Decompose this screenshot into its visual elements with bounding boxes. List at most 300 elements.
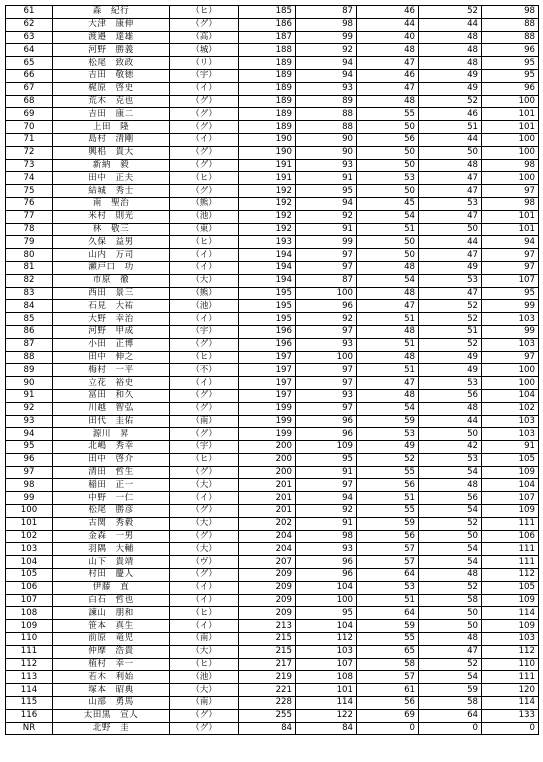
club-cell: （イ） (170, 377, 239, 390)
score-c-cell: 54 (419, 505, 482, 518)
player-name-cell: 松尾 勝彦 (53, 505, 170, 518)
total-cell: 189 (239, 95, 296, 108)
table-row (6, 466, 539, 479)
player-name-cell: 植村 幸一 (53, 658, 170, 671)
table-row (6, 492, 539, 505)
rank-cell: 62 (6, 18, 53, 31)
score-c-cell: 52 (419, 517, 482, 530)
score-a-cell: 96 (296, 300, 357, 313)
player-name-cell: 田中 正夫 (53, 172, 170, 185)
score-a-cell: 97 (296, 377, 357, 390)
rank-cell: 71 (6, 133, 53, 146)
total-cell: 221 (239, 684, 296, 697)
club-cell: （宇） (170, 69, 239, 82)
total-cell: 189 (239, 108, 296, 121)
score-d-cell: 110 (482, 658, 539, 671)
score-d-cell: 105 (482, 453, 539, 466)
score-d-cell: 109 (482, 620, 539, 633)
rank-cell: 81 (6, 261, 53, 274)
score-c-cell: 50 (419, 607, 482, 620)
score-sheet (5, 5, 539, 735)
club-cell: （大） (170, 645, 239, 658)
score-c-cell: 47 (419, 185, 482, 198)
club-cell: （ヒ） (170, 351, 239, 364)
player-name-cell: 山下 貴靖 (53, 556, 170, 569)
club-cell: （宇） (170, 441, 239, 454)
player-name-cell: 荒木 克也 (53, 95, 170, 108)
rank-cell: 102 (6, 530, 53, 543)
score-a-cell: 103 (296, 645, 357, 658)
score-a-cell: 104 (296, 620, 357, 633)
table-row (6, 325, 539, 338)
total-cell: 255 (239, 709, 296, 722)
score-b-cell: 55 (357, 505, 419, 518)
rank-cell: 80 (6, 249, 53, 262)
score-b-cell: 59 (357, 620, 419, 633)
score-b-cell: 57 (357, 543, 419, 556)
total-cell: 194 (239, 261, 296, 274)
score-d-cell: 133 (482, 709, 539, 722)
rank-cell: 90 (6, 377, 53, 390)
score-b-cell: 47 (357, 300, 419, 313)
total-cell: 194 (239, 274, 296, 287)
player-name-cell: 大野 幸治 (53, 313, 170, 326)
score-d-cell: 107 (482, 492, 539, 505)
score-a-cell: 94 (296, 197, 357, 210)
rank-cell: 95 (6, 441, 53, 454)
table-row (6, 95, 539, 108)
total-cell: 186 (239, 18, 296, 31)
score-c-cell: 50 (419, 428, 482, 441)
score-d-cell: 97 (482, 261, 539, 274)
player-name-cell: 興梠 貴大 (53, 146, 170, 159)
player-name-cell: 川越 智弘 (53, 402, 170, 415)
table-row (6, 671, 539, 684)
score-b-cell: 56 (357, 697, 419, 710)
score-a-cell: 108 (296, 671, 357, 684)
table-row (6, 82, 539, 95)
score-a-cell: 96 (296, 428, 357, 441)
table-row (6, 146, 539, 159)
score-b-cell: 69 (357, 709, 419, 722)
score-a-cell: 104 (296, 581, 357, 594)
total-cell: 191 (239, 159, 296, 172)
score-b-cell: 51 (357, 594, 419, 607)
player-name-cell: 上田 隆 (53, 121, 170, 134)
table-row (6, 645, 539, 658)
player-name-cell: 山部 勇馬 (53, 697, 170, 710)
rank-cell: 100 (6, 505, 53, 518)
score-c-cell: 54 (419, 556, 482, 569)
table-row (6, 210, 539, 223)
player-name-cell: 新納 毅 (53, 159, 170, 172)
score-b-cell: 50 (357, 236, 419, 249)
score-a-cell: 101 (296, 684, 357, 697)
rank-cell: 84 (6, 300, 53, 313)
table-row (6, 133, 539, 146)
score-b-cell: 61 (357, 684, 419, 697)
club-cell: （東） (170, 223, 239, 236)
score-d-cell: 97 (482, 185, 539, 198)
rank-cell: 70 (6, 121, 53, 134)
score-d-cell: 0 (482, 722, 539, 735)
score-d-cell: 103 (482, 415, 539, 428)
score-c-cell: 50 (419, 146, 482, 159)
rank-cell: 101 (6, 517, 53, 530)
player-name-cell: 松尾 致政 (53, 57, 170, 70)
rank-cell: 111 (6, 645, 53, 658)
player-name-cell: 若木 利始 (53, 671, 170, 684)
player-name-cell: 諫山 朋和 (53, 607, 170, 620)
rank-cell: 74 (6, 172, 53, 185)
total-cell: 201 (239, 505, 296, 518)
score-a-cell: 93 (296, 543, 357, 556)
score-a-cell: 94 (296, 57, 357, 70)
club-cell: （南） (170, 697, 239, 710)
rank-cell: 91 (6, 389, 53, 402)
score-d-cell: 101 (482, 108, 539, 121)
score-a-cell: 93 (296, 338, 357, 351)
total-cell: 195 (239, 313, 296, 326)
score-a-cell: 97 (296, 479, 357, 492)
rank-cell: 110 (6, 633, 53, 646)
club-cell: （グ） (170, 428, 239, 441)
player-name-cell: 島村 清剛 (53, 133, 170, 146)
player-name-cell: 南 聖治 (53, 197, 170, 210)
table-row (6, 505, 539, 518)
table-row (6, 159, 539, 172)
score-a-cell: 92 (296, 210, 357, 223)
score-c-cell: 53 (419, 453, 482, 466)
score-a-cell: 92 (296, 313, 357, 326)
score-b-cell: 44 (357, 18, 419, 31)
rank-cell: 97 (6, 466, 53, 479)
score-b-cell: 58 (357, 658, 419, 671)
total-cell: 200 (239, 453, 296, 466)
score-a-cell: 97 (296, 402, 357, 415)
score-a-cell: 84 (296, 722, 357, 735)
total-cell: 199 (239, 415, 296, 428)
rank-cell: 92 (6, 402, 53, 415)
club-cell: （グ） (170, 185, 239, 198)
club-cell: （イ） (170, 581, 239, 594)
score-b-cell: 59 (357, 415, 419, 428)
score-a-cell: 91 (296, 223, 357, 236)
score-d-cell: 100 (482, 377, 539, 390)
score-d-cell: 100 (482, 364, 539, 377)
score-b-cell: 45 (357, 197, 419, 210)
score-b-cell: 57 (357, 556, 419, 569)
score-d-cell: 88 (482, 18, 539, 31)
score-d-cell: 111 (482, 517, 539, 530)
score-d-cell: 98 (482, 6, 539, 19)
player-name-cell: 清田 哲生 (53, 466, 170, 479)
score-c-cell: 44 (419, 236, 482, 249)
table-row (6, 197, 539, 210)
score-c-cell: 48 (419, 159, 482, 172)
total-cell: 190 (239, 146, 296, 159)
club-cell: （池） (170, 671, 239, 684)
player-name-cell: 稲田 正一 (53, 479, 170, 492)
table-row (6, 581, 539, 594)
rank-cell: 66 (6, 69, 53, 82)
score-a-cell: 93 (296, 82, 357, 95)
total-cell: 192 (239, 223, 296, 236)
rank-cell: 67 (6, 82, 53, 95)
score-b-cell: 46 (357, 69, 419, 82)
score-d-cell: 109 (482, 505, 539, 518)
table-row (6, 18, 539, 31)
club-cell: （イ） (170, 133, 239, 146)
player-name-cell: 古関 秀毅 (53, 517, 170, 530)
score-c-cell: 49 (419, 351, 482, 364)
rank-cell: 78 (6, 223, 53, 236)
total-cell: 190 (239, 133, 296, 146)
total-cell: 209 (239, 607, 296, 620)
score-d-cell: 103 (482, 313, 539, 326)
score-b-cell: 50 (357, 185, 419, 198)
score-b-cell: 0 (357, 722, 419, 735)
club-cell: （グ） (170, 709, 239, 722)
score-c-cell: 48 (419, 633, 482, 646)
score-b-cell: 48 (357, 287, 419, 300)
score-c-cell: 58 (419, 697, 482, 710)
club-cell: （池） (170, 300, 239, 313)
rank-cell: 104 (6, 556, 53, 569)
table-row (6, 377, 539, 390)
score-c-cell: 42 (419, 441, 482, 454)
score-b-cell: 47 (357, 57, 419, 70)
score-d-cell: 109 (482, 466, 539, 479)
total-cell: 219 (239, 671, 296, 684)
table-row (6, 441, 539, 454)
rank-cell: 86 (6, 325, 53, 338)
player-name-cell: 吉田 康二 (53, 108, 170, 121)
table-row (6, 261, 539, 274)
score-a-cell: 91 (296, 517, 357, 530)
score-c-cell: 47 (419, 645, 482, 658)
score-a-cell: 96 (296, 556, 357, 569)
table-row (6, 620, 539, 633)
total-cell: 199 (239, 402, 296, 415)
score-a-cell: 91 (296, 172, 357, 185)
score-b-cell: 54 (357, 210, 419, 223)
score-d-cell: 107 (482, 274, 539, 287)
score-d-cell: 103 (482, 633, 539, 646)
club-cell: （城） (170, 44, 239, 57)
rank-cell: 82 (6, 274, 53, 287)
total-cell: 197 (239, 389, 296, 402)
player-name-cell: 河野 勝義 (53, 44, 170, 57)
score-b-cell: 47 (357, 377, 419, 390)
table-body (6, 6, 539, 735)
table-row (6, 185, 539, 198)
rank-cell: 85 (6, 313, 53, 326)
score-c-cell: 50 (419, 223, 482, 236)
score-b-cell: 40 (357, 31, 419, 44)
score-d-cell: 103 (482, 338, 539, 351)
score-c-cell: 51 (419, 325, 482, 338)
player-name-cell: 市原 徹 (53, 274, 170, 287)
score-d-cell: 100 (482, 95, 539, 108)
score-d-cell: 99 (482, 325, 539, 338)
score-d-cell: 97 (482, 351, 539, 364)
score-c-cell: 52 (419, 338, 482, 351)
club-cell: （グ） (170, 530, 239, 543)
score-b-cell: 48 (357, 261, 419, 274)
score-b-cell: 50 (357, 146, 419, 159)
player-name-cell: 笹本 真生 (53, 620, 170, 633)
score-d-cell: 103 (482, 428, 539, 441)
score-d-cell: 97 (482, 249, 539, 262)
player-name-cell: 源川 昇 (53, 428, 170, 441)
score-a-cell: 97 (296, 261, 357, 274)
score-b-cell: 52 (357, 453, 419, 466)
score-d-cell: 112 (482, 569, 539, 582)
score-b-cell: 51 (357, 364, 419, 377)
player-name-cell: 仲摩 浩貴 (53, 645, 170, 658)
rank-cell: 115 (6, 697, 53, 710)
table-row (6, 249, 539, 262)
rank-cell: 114 (6, 684, 53, 697)
score-d-cell: 104 (482, 479, 539, 492)
rank-cell: 79 (6, 236, 53, 249)
total-cell: 193 (239, 236, 296, 249)
total-cell: 202 (239, 517, 296, 530)
score-a-cell: 87 (296, 274, 357, 287)
total-cell: 209 (239, 569, 296, 582)
score-b-cell: 64 (357, 569, 419, 582)
total-cell: 192 (239, 185, 296, 198)
rank-cell: NR (6, 722, 53, 735)
club-cell: （グ） (170, 569, 239, 582)
total-cell: 215 (239, 645, 296, 658)
table-row (6, 453, 539, 466)
score-c-cell: 51 (419, 121, 482, 134)
rank-cell: 107 (6, 594, 53, 607)
score-b-cell: 55 (357, 633, 419, 646)
score-c-cell: 52 (419, 313, 482, 326)
table-row (6, 569, 539, 582)
score-b-cell: 47 (357, 82, 419, 95)
score-d-cell: 105 (482, 581, 539, 594)
rank-cell: 93 (6, 415, 53, 428)
score-d-cell: 91 (482, 441, 539, 454)
score-c-cell: 52 (419, 6, 482, 19)
score-b-cell: 48 (357, 325, 419, 338)
score-b-cell: 56 (357, 133, 419, 146)
club-cell: （イ） (170, 261, 239, 274)
score-a-cell: 98 (296, 18, 357, 31)
table-row (6, 633, 539, 646)
score-d-cell: 100 (482, 133, 539, 146)
score-a-cell: 87 (296, 6, 357, 19)
score-a-cell: 107 (296, 658, 357, 671)
player-name-cell: 田中 啓介 (53, 453, 170, 466)
club-cell: （グ） (170, 389, 239, 402)
score-c-cell: 52 (419, 658, 482, 671)
score-c-cell: 44 (419, 18, 482, 31)
score-c-cell: 52 (419, 95, 482, 108)
table-row (6, 697, 539, 710)
score-a-cell: 97 (296, 325, 357, 338)
player-name-cell: 山内 万司 (53, 249, 170, 262)
score-c-cell: 50 (419, 530, 482, 543)
score-b-cell: 51 (357, 313, 419, 326)
score-c-cell: 48 (419, 44, 482, 57)
total-cell: 201 (239, 492, 296, 505)
total-cell: 200 (239, 466, 296, 479)
score-a-cell: 96 (296, 569, 357, 582)
score-b-cell: 48 (357, 44, 419, 57)
table-row (6, 402, 539, 415)
club-cell: （イ） (170, 492, 239, 505)
player-name-cell: 吉田 敬徳 (53, 69, 170, 82)
total-cell: 189 (239, 121, 296, 134)
rank-cell: 61 (6, 6, 53, 19)
player-name-cell: 塚本 昭典 (53, 684, 170, 697)
score-c-cell: 54 (419, 671, 482, 684)
table-row (6, 223, 539, 236)
score-a-cell: 93 (296, 159, 357, 172)
total-cell: 196 (239, 325, 296, 338)
rank-cell: 75 (6, 185, 53, 198)
club-cell: （大） (170, 274, 239, 287)
total-cell: 207 (239, 556, 296, 569)
player-name-cell: 石見 大祐 (53, 300, 170, 313)
score-b-cell: 59 (357, 517, 419, 530)
score-b-cell: 54 (357, 274, 419, 287)
score-d-cell: 111 (482, 543, 539, 556)
club-cell: （ヒ） (170, 236, 239, 249)
table-row (6, 287, 539, 300)
score-d-cell: 120 (482, 684, 539, 697)
score-d-cell: 100 (482, 172, 539, 185)
score-a-cell: 89 (296, 95, 357, 108)
score-d-cell: 98 (482, 159, 539, 172)
total-cell: 215 (239, 633, 296, 646)
club-cell: （グ） (170, 466, 239, 479)
score-c-cell: 52 (419, 581, 482, 594)
club-cell: （イ） (170, 620, 239, 633)
club-cell: （南） (170, 415, 239, 428)
score-d-cell: 94 (482, 236, 539, 249)
score-d-cell: 104 (482, 389, 539, 402)
total-cell: 199 (239, 428, 296, 441)
score-d-cell: 95 (482, 287, 539, 300)
score-d-cell: 96 (482, 82, 539, 95)
score-a-cell: 92 (296, 505, 357, 518)
score-a-cell: 93 (296, 389, 357, 402)
rank-cell: 68 (6, 95, 53, 108)
player-name-cell: 田代 圭佑 (53, 415, 170, 428)
score-c-cell: 53 (419, 197, 482, 210)
total-cell: 195 (239, 287, 296, 300)
total-cell: 197 (239, 377, 296, 390)
score-b-cell: 53 (357, 172, 419, 185)
score-a-cell: 100 (296, 287, 357, 300)
table-row (6, 57, 539, 70)
club-cell: （大） (170, 479, 239, 492)
player-name-cell: 梶原 啓史 (53, 82, 170, 95)
table-row (6, 172, 539, 185)
score-a-cell: 100 (296, 594, 357, 607)
score-d-cell: 111 (482, 671, 539, 684)
player-name-cell: 金森 一男 (53, 530, 170, 543)
score-d-cell: 98 (482, 197, 539, 210)
rank-cell: 69 (6, 108, 53, 121)
total-cell: 209 (239, 594, 296, 607)
